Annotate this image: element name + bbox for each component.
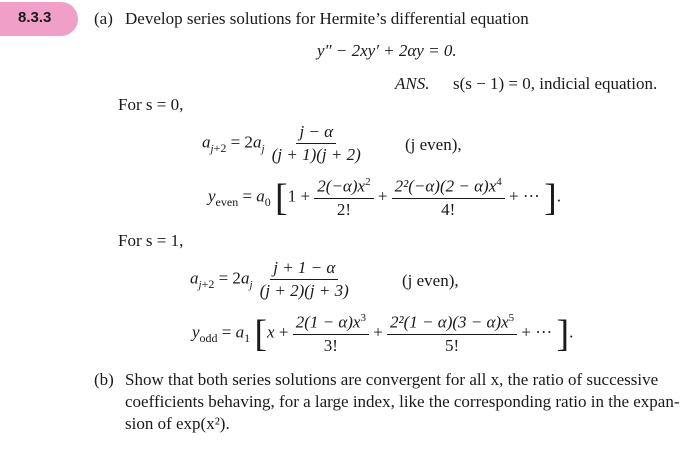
part-b-line2: coefficients behaving, for a large index, like the corresponding ratio in the expan- <box>125 392 680 411</box>
y-even-term1-denominator: 2! <box>336 199 352 219</box>
part-b-line1: Show that both series solutions are convergent for all x, the ratio of successive <box>125 370 659 389</box>
part-a-label: (a) <box>94 9 113 28</box>
hermite-equation: y″ − 2xy′ + 2αy = 0. <box>317 41 457 60</box>
y-even-series: $y_{even} = a_0$ [1 + $\frac{2(-\alpha)x^2}{2!}$ + $\frac{2^2(-\alpha)(2 - \alpha)x^4}{4!}$ + ··· ]. <box>208 176 561 219</box>
recurrence-s0-lhs: a <box>202 132 211 152</box>
recurrence-s0-denominator: (j + 1)(j + 2) <box>271 145 361 164</box>
y-odd-series: $y_{odd} = a_1$ [x + $\frac{2(1 - \alpha)x^3}{3!}$ + $\frac{2^2(1 - \alpha)(3 - \alpha)x^5}{5!}$ + ··· ]. <box>192 312 574 355</box>
y-even-term2-numerator: 2²(−α)(2 − α)x <box>394 176 497 196</box>
y-even-lhs: y <box>208 186 216 206</box>
part-b-label: (b) <box>94 370 114 389</box>
recurrence-s0-condition: (j even), <box>405 135 462 154</box>
y-odd-term2-denominator: 5! <box>445 335 460 355</box>
y-odd-term1-denominator: 3! <box>323 335 338 355</box>
recurrence-s1-condition: (j even), <box>402 271 459 290</box>
y-even-term1-numerator: 2(−α)x <box>317 176 366 196</box>
case-s1-label: For s = 1, <box>118 231 184 250</box>
recurrence-s0-numerator: j − α <box>296 122 336 144</box>
case-s0-label: For s = 0, <box>118 95 184 114</box>
problem-number: 8.3.3 <box>18 9 52 26</box>
ans-text: s(s − 1) = 0, indicial equation. <box>453 74 658 93</box>
part-b-line3: sion of exp(x²). <box>125 414 230 433</box>
ans-label: ANS. <box>395 74 430 93</box>
y-even-term2-denominator: 4! <box>441 199 456 219</box>
y-odd-term1-numerator: 2(1 − α)x <box>295 312 361 332</box>
recurrence-s1-denominator: (j + 2)(j + 3) <box>259 281 349 300</box>
recurrence-s1: $a_{j+2} = 2a_j$ $\frac{j + 1 - \alpha}{(j + 2)(j + 3)}$ <box>190 258 352 301</box>
part-a-text: Develop series solutions for Hermite’s differential equation <box>125 9 529 28</box>
y-odd-term2-numerator: 2²(1 − α)(3 − α)x <box>390 312 509 332</box>
recurrence-s1-numerator: j + 1 − α <box>270 258 338 280</box>
recurrence-s0: $a_{j+2} = 2a_j$ $\frac{j - \alpha}{(j + 1)(j + 2)}$ <box>202 122 364 165</box>
